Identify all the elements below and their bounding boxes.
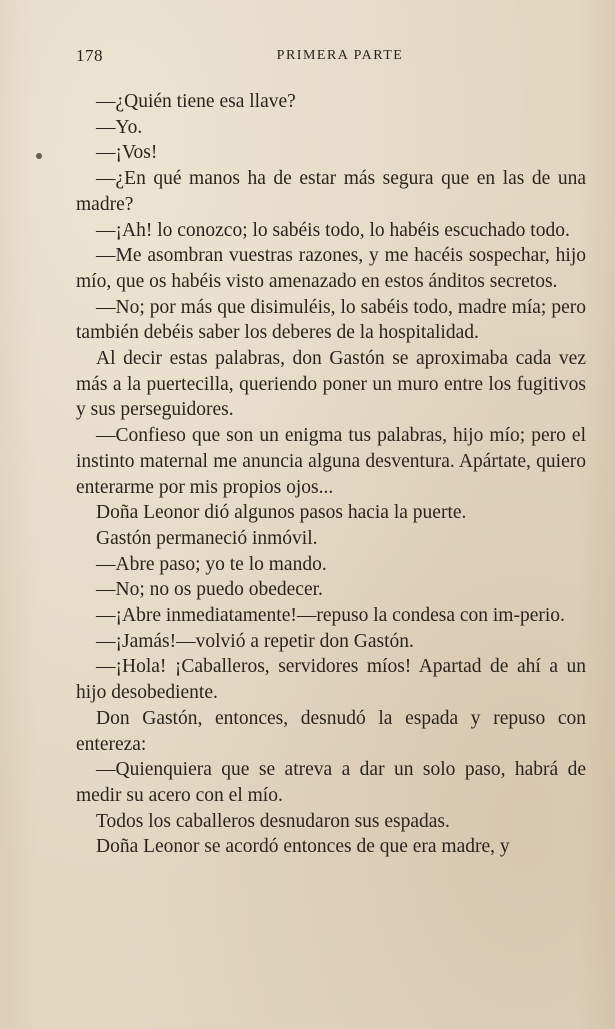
paragraph: Doña Leonor dió algunos pasos hacia la puerte.	[96, 502, 467, 524]
paragraph: —¿En qué manos ha de estar más segura que en las de una madre?	[76, 168, 586, 215]
paragraph: —¡Ah! lo conozco; lo sabéis todo, lo habéis escuchado todo.	[96, 219, 570, 241]
paragraph: —¡Jamás!—volvió a repetir don Gastón.	[96, 630, 414, 652]
paragraph: —¡Abre inmediatamente!—repuso la condesa con im-perio.	[96, 605, 565, 627]
paragraph: —No; no os puedo obedecer.	[96, 579, 323, 601]
paragraph: Doña Leonor se acordó entonces de que era madre, y	[96, 836, 510, 858]
paragraph: —¿Quién tiene esa llave?	[96, 91, 296, 112]
paragraph: —Quienquiera que se atreva a dar un solo paso, habrá de medir su acero con el mío.	[76, 759, 586, 806]
paragraph: Todos los caballeros desnudaron sus espadas.	[96, 810, 450, 832]
paragraph: —No; por más que disimuléis, lo sabéis todo, madre mía; pero también debéis saber los deberes de la hospitalidad.	[76, 296, 586, 344]
paragraph: —Abre paso; yo te lo mando.	[96, 553, 327, 575]
paragraph: —¡Vos!	[96, 142, 158, 164]
ink-spot	[36, 153, 42, 159]
paragraph: —Yo.	[96, 116, 143, 138]
paragraph: Gastón permaneció inmóvil.	[96, 527, 318, 549]
paragraph: Don Gastón, entonces, desnudó la espada y repuso con entereza:	[76, 707, 586, 755]
paragraph: —¡Hola! ¡Caballeros, servidores míos! Apartad de ahí a un hijo desobediente.	[76, 656, 586, 704]
body-text	[76, 89, 586, 860]
page-header	[76, 46, 586, 70]
running-head: PRIMERA PARTE	[276, 48, 404, 63]
paragraph: Al decir estas palabras, don Gastón se aproximaba cada vez más a la puertecilla, queriendo poner un muro entre los fugitivos y sus perseguidores.	[76, 348, 586, 421]
paragraph: —Me asombran vuestras razones, y me hacéis sospechar, hijo mío, que os habéis visto amenazado en estos ánditos secretos.	[76, 245, 586, 292]
paragraph: —Confieso que son un enigma tus palabras, hijo mío; pero el instinto maternal me anuncia alguna desventura. Apártate, quiero enterarme por mis propios ojos...	[76, 425, 586, 498]
page-number: 178	[76, 46, 103, 65]
